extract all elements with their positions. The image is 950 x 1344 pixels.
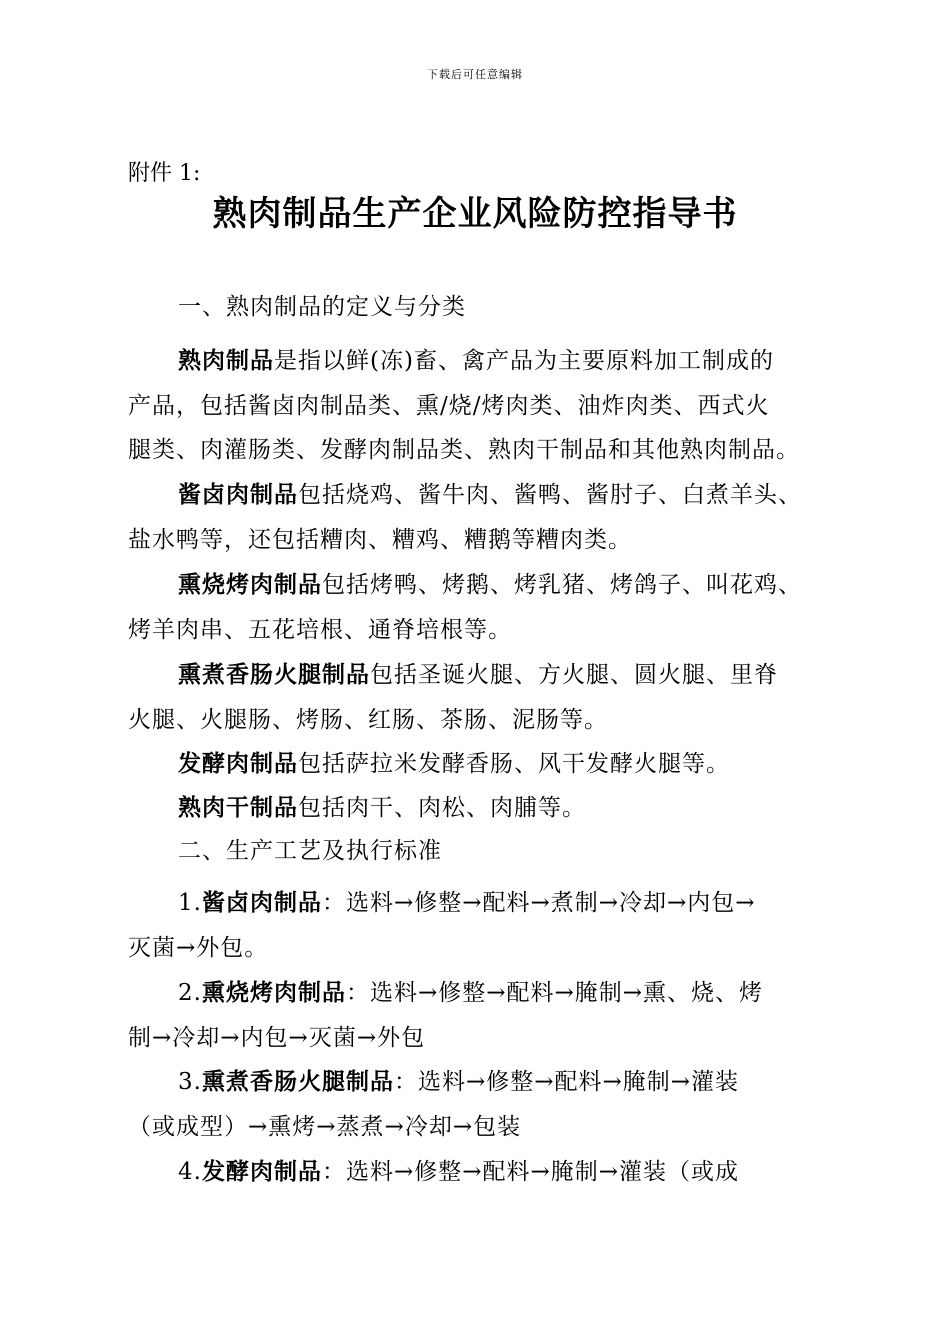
process-1-steps: ：选料→修整→配料→煮制→冷却→内包→ [321,890,756,916]
category-1-term: 酱卤肉制品 [178,482,298,508]
process-1-line-2: 灭菌→外包。 [128,935,269,961]
process-4-line-1 [178,1153,739,1186]
process-2-steps: ：选料→修整→配料→腌制→熏、烧、烤 [345,980,764,1006]
process-3-steps: ：选料→修整→配料→腌制→灌装 [393,1069,740,1095]
definition-text: 是指以鲜(冻)畜、禽产品为主要原料加工制成的 [274,348,774,374]
attachment-label: 附件 1: [128,161,201,186]
category-2-line-1 [178,566,802,599]
page-header: 下载后可任意编辑 [427,68,523,81]
process-2-line-1 [178,974,763,1007]
category-3-line-1 [178,656,778,689]
category-5-line [178,789,586,822]
process-1-line-1 [178,884,756,917]
category-3-line-2: 火腿、火腿肠、烤肠、红肠、茶肠、泥肠等。 [128,707,608,733]
process-3-line-1 [178,1063,739,1096]
category-3-text: 包括圣诞火腿、方火腿、圆火腿、里脊 [370,662,778,688]
definition-line-3: 腿类、肉灌肠类、发酵肉制品类、熟肉干制品和其他熟肉制品。 [128,437,800,463]
category-2-line-2: 烤羊肉串、五花培根、通脊培根等。 [128,617,512,643]
document-title: 熟肉制品生产企业风险防控指导书 [212,194,738,234]
section-2-heading: 二、生产工艺及执行标准 [178,838,442,864]
category-5-text: 包括肉干、肉松、肉脯等。 [298,795,586,821]
section-1-heading: 一、熟肉制品的定义与分类 [178,294,466,320]
process-3-term: 熏煮香肠火腿制品 [201,1069,394,1095]
category-1-line-2: 盐水鸭等，还包括糟肉、糟鸡、糟鹅等糟肉类。 [128,527,632,553]
process-3-line-2: （或成型）→熏烤→蒸煮→冷却→包装 [128,1114,522,1140]
category-4-term: 发酵肉制品 [178,751,298,777]
process-2-term: 熏烧烤肉制品 [201,980,346,1006]
category-4-text: 包括萨拉米发酵香肠、风干发酵火腿等。 [298,751,730,777]
definition-term: 熟肉制品 [178,348,274,374]
process-4-number: 4. [178,1159,202,1185]
process-1-term: 酱卤肉制品 [201,890,322,916]
category-3-term: 熏煮香肠火腿制品 [178,662,370,688]
process-3-number: 3. [178,1069,202,1095]
category-4-line [178,745,730,778]
process-4-steps: ：选料→修整→配料→腌制→灌装（或成 [321,1159,740,1185]
category-2-term: 熏烧烤肉制品 [178,572,322,598]
category-1-line-1 [178,476,802,509]
category-5-term: 熟肉干制品 [178,795,298,821]
category-1-text: 包括烧鸡、酱牛肉、酱鸭、酱肘子、白煮羊头、 [298,482,802,508]
definition-line-2: 产品，包括酱卤肉制品类、熏/烧/烤肉类、油炸肉类、西式火 [128,393,770,419]
definition-line-1 [178,342,774,375]
process-2-number: 2. [178,980,202,1006]
process-4-term: 发酵肉制品 [201,1159,322,1185]
category-2-text: 包括烤鸭、烤鹅、烤乳猪、烤鸽子、叫花鸡、 [322,572,802,598]
process-2-line-2: 制→冷却→内包→灭菌→外包 [128,1025,426,1051]
process-1-number: 1. [178,890,202,916]
